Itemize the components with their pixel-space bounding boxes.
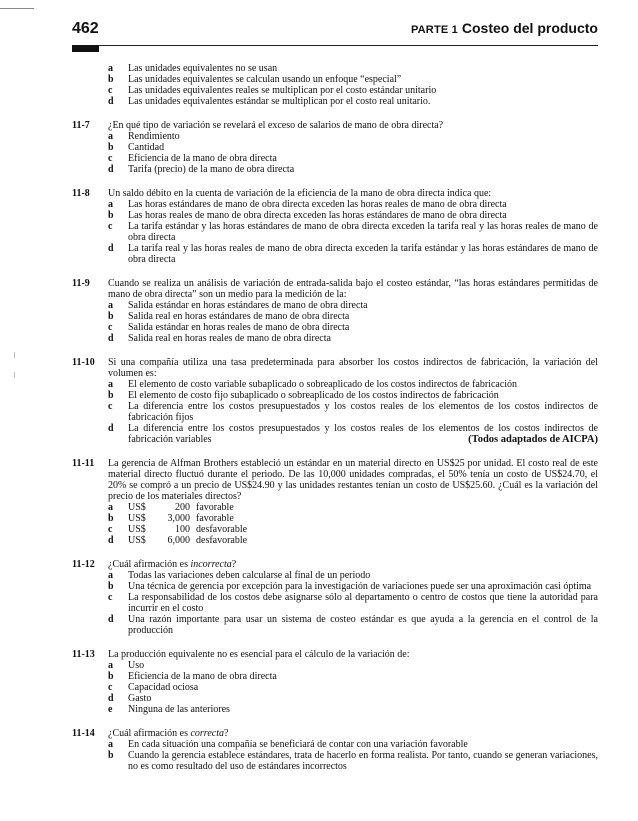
- option-text: Salida real en horas reales de mano de obra directa: [128, 333, 331, 344]
- option-letter: b: [108, 311, 114, 322]
- option-item: [108, 300, 598, 311]
- question-text: Un saldo débito en la cuenta de variación de la eficiencia de la mano de obra directa indica que:: [108, 188, 492, 199]
- header-rule-block: [72, 45, 99, 52]
- option-item: [108, 570, 598, 581]
- option-item: [108, 513, 598, 524]
- option-text: La tarifa real y las horas reales de mano de obra directa exceden la tarifa estándar y las horas estándares de mano de obra directa: [128, 243, 598, 265]
- option-text: Eficiencia de la mano de obra directa: [128, 671, 277, 682]
- option-text: El elemento de costo fijo subaplicado o sobreaplicado de los costos indirectos de fabricación: [128, 390, 499, 401]
- question-text-prefix: ¿Cuál afirmación es: [108, 559, 191, 570]
- part-label: PARTE 1: [410, 24, 458, 36]
- option-letter: a: [108, 660, 113, 671]
- option-letter: c: [108, 153, 113, 164]
- option-label: desfavorable: [196, 535, 248, 546]
- option-item: [108, 423, 598, 445]
- option-letter: c: [108, 592, 113, 603]
- option-amount: 100: [175, 524, 190, 535]
- option-item: [108, 592, 598, 614]
- option-item: [108, 524, 598, 535]
- page-header: [72, 20, 598, 42]
- option-list: [108, 502, 598, 546]
- question-number: 11-9: [72, 278, 90, 289]
- option-item: [108, 750, 598, 772]
- question-text-prefix: ¿Cuál afirmación es: [108, 728, 191, 739]
- option-letter: d: [108, 164, 114, 175]
- header-rule: [72, 45, 598, 46]
- option-letter: d: [108, 243, 114, 254]
- option-letter: b: [108, 74, 114, 85]
- option-item: [108, 333, 598, 344]
- question-11-8: [72, 188, 598, 265]
- question-number: 11-12: [72, 559, 95, 570]
- option-text: Salida real en horas estándares de mano de obra directa: [128, 311, 350, 322]
- question-text: [108, 559, 598, 570]
- option-item: [108, 243, 598, 265]
- option-letter: d: [108, 96, 114, 107]
- option-letter: d: [108, 333, 114, 344]
- option-letter: e: [108, 704, 113, 715]
- option-item: [108, 671, 598, 682]
- option-currency: US$: [128, 513, 146, 524]
- question-11-9: [72, 278, 598, 344]
- option-list: [108, 570, 598, 636]
- option-item: [108, 682, 598, 693]
- option-letter: a: [108, 379, 113, 390]
- question-number: 11-11: [72, 458, 95, 469]
- question-11-10: [72, 357, 598, 445]
- option-item: [108, 221, 598, 243]
- option-text: Las unidades equivalentes estándar se multiplican por el costo real unitario.: [128, 96, 431, 107]
- option-item: [108, 390, 598, 401]
- option-text: Salida estándar en horas estándares de mano de obra directa: [128, 300, 368, 311]
- option-text: [128, 423, 598, 445]
- option-letter: d: [108, 693, 114, 704]
- option-text: Rendimiento: [128, 131, 180, 142]
- question-number: 11-7: [72, 120, 90, 131]
- running-title: [411, 20, 598, 36]
- option-text: Las unidades equivalentes no se usan: [128, 63, 278, 74]
- option-text: Uso: [128, 660, 145, 671]
- option-item: [108, 401, 598, 423]
- option-amount: 3,000: [167, 513, 190, 524]
- question-11-14: [72, 728, 598, 772]
- option-text: Ninguna de las anteriores: [128, 704, 230, 715]
- option-item: [108, 74, 598, 85]
- option-letter: c: [108, 401, 113, 412]
- option-item: [108, 614, 598, 636]
- option-list: [108, 660, 598, 715]
- option-letter: b: [108, 142, 114, 153]
- option-currency: US$: [128, 535, 146, 546]
- option-list: [108, 379, 598, 445]
- option-text: Cantidad: [128, 142, 165, 153]
- option-letter: c: [108, 85, 113, 96]
- question-number: 11-13: [72, 649, 95, 660]
- corner-crop-mark: [0, 8, 34, 9]
- question-text-suffix: ?: [231, 559, 237, 570]
- section-title: Costeo del producto: [461, 20, 598, 36]
- option-list: [108, 131, 598, 175]
- option-item: [108, 85, 598, 96]
- question-continuation: [72, 63, 598, 107]
- option-text: En cada situación una compañía se beneficiará de contar con una variación favorable: [128, 739, 468, 750]
- question-text: [108, 728, 598, 739]
- option-letter: a: [108, 63, 113, 74]
- option-letter: a: [108, 300, 113, 311]
- page-content: [72, 63, 598, 772]
- option-list: [108, 739, 598, 772]
- option-currency: US$: [128, 502, 146, 513]
- option-item: [108, 199, 598, 210]
- option-item: [108, 660, 598, 671]
- option-letter: a: [108, 502, 113, 513]
- option-letter: a: [108, 570, 113, 581]
- question-11-13: [72, 649, 598, 715]
- source-attribution: (Todos adaptados de AICPA): [468, 434, 598, 445]
- question-number: 11-8: [72, 188, 90, 199]
- option-letter: b: [108, 750, 114, 761]
- option-item: [108, 142, 598, 153]
- option-text: La responsabilidad de los costos debe asignarse sólo al departamento o centro de costos que tiene la autoridad para incurrir en el costo: [128, 592, 598, 614]
- option-text: Una razón importante para usar un sistema de costeo estándar es que ayuda a la gerencia en el control de la producción: [128, 614, 598, 636]
- option-item: [108, 379, 598, 390]
- question-number: 11-10: [72, 357, 95, 368]
- question-text: La producción equivalente no es esencial para el cálculo de la variación de:: [108, 649, 410, 660]
- question-11-12: [72, 559, 598, 636]
- option-amount: 6,000: [167, 535, 190, 546]
- option-list: [108, 300, 598, 344]
- option-amount: 200: [175, 502, 190, 513]
- option-letter: d: [108, 614, 114, 625]
- option-text-body: La diferencia entre los costos presupuestados y los costos reales de los elementos de los costos indirectos de fabricación variables: [128, 423, 598, 445]
- option-text: Salida estándar en horas reales de mano de obra directa: [128, 322, 350, 333]
- option-text: Capacidad ociosa: [128, 682, 199, 693]
- option-letter: b: [108, 390, 114, 401]
- question-text: La gerencia de Alfman Brothers estableció un estándar en un material directo en US$25 por unidad. El costo real de este material directo fluctuó durante el periodo. De las 10,000 unidades compradas, el 50% tenía un costo de US$24.70, el 20% se compró a un precio de US$24.90 y las unidades restantes tenían un costo de US$25.60. ¿Cuál es la variación del precio de los materiales directos?: [108, 458, 598, 502]
- option-item: [108, 153, 598, 164]
- option-text: Eficiencia de la mano de obra directa: [128, 153, 277, 164]
- option-text: Cuando la gerencia establece estándares, trata de hacerlo en forma realista. Por tanto, cuando se generan variaciones, no es como resultado del uso de estándares incorrectos: [128, 750, 598, 772]
- option-label: desfavorable: [196, 524, 248, 535]
- option-text: Una técnica de gerencia por excepción para la investigación de variaciones puede ser una aproximación casi óptima: [128, 581, 592, 592]
- option-text: La tarifa estándar y las horas estándares de mano de obra directa exceden la tarifa real y las horas reales de mano de obra directa: [128, 221, 598, 243]
- question-text-emphasis: incorrecta: [190, 559, 232, 570]
- option-item: [108, 210, 598, 221]
- option-item: [108, 693, 598, 704]
- option-letter: d: [108, 423, 114, 434]
- option-text: Las unidades equivalentes se calculan usando un enfoque “especial”: [128, 74, 402, 85]
- option-text: Las unidades equivalentes reales se multiplican por el costo estándar unitario: [128, 85, 437, 96]
- question-text-emphasis: correcta: [190, 728, 224, 739]
- option-item: [108, 131, 598, 142]
- option-letter: a: [108, 739, 113, 750]
- option-label: favorable: [196, 513, 234, 524]
- option-item: [108, 581, 598, 592]
- option-item: [108, 322, 598, 333]
- option-text: Todas las variaciones deben calcularse al final de un periodo: [128, 570, 371, 581]
- option-list: [108, 199, 598, 265]
- option-item: [108, 502, 598, 513]
- option-letter: b: [108, 210, 114, 221]
- question-number: 11-14: [72, 728, 95, 739]
- option-text: El elemento de costo variable subaplicado o sobreaplicado de los costos indirectos de fabricación: [128, 379, 518, 390]
- option-list: [108, 63, 598, 107]
- question-text-suffix: ?: [223, 728, 229, 739]
- option-item: [108, 311, 598, 322]
- margin-mark: [14, 352, 15, 358]
- option-text: La diferencia entre los costos presupuestados y los costos reales de los elementos de los costos indirectos de fabricación fijos: [128, 401, 598, 423]
- question-11-7: [72, 120, 598, 175]
- question-text: Cuando se realiza un análisis de variación de entrada-salida bajo el costeo estándar, “las horas estándares permitidas de mano de obra directa” son un medio para la medición de la:: [108, 278, 598, 300]
- option-item: [108, 63, 598, 74]
- option-text: Las horas reales de mano de obra directa exceden las horas estándares de mano de obra directa: [128, 210, 507, 221]
- option-letter: c: [108, 221, 113, 232]
- question-number: [72, 63, 108, 107]
- option-letter: c: [108, 682, 113, 693]
- option-label: favorable: [196, 502, 234, 513]
- option-text: Tarifa (precio) de la mano de obra directa: [128, 164, 295, 175]
- margin-mark: [14, 372, 15, 378]
- option-letter: a: [108, 131, 113, 142]
- option-letter: a: [108, 199, 113, 210]
- option-currency: US$: [128, 524, 146, 535]
- question-text: ¿En qué tipo de variación se revelará el exceso de salarios de mano de obra directa?: [108, 120, 444, 131]
- option-item: [108, 535, 598, 546]
- option-letter: b: [108, 581, 114, 592]
- option-text: Las horas estándares de mano de obra directa exceden las horas reales de mano de obra directa: [128, 199, 507, 210]
- option-letter: b: [108, 671, 114, 682]
- option-item: [108, 739, 598, 750]
- option-item: [108, 704, 598, 715]
- option-text: Gasto: [128, 693, 152, 704]
- option-item: [108, 96, 598, 107]
- question-11-11: [72, 458, 598, 546]
- page-number: 462: [72, 20, 99, 37]
- option-item: [108, 164, 598, 175]
- question-text: Si una compañía utiliza una tasa predeterminada para absorber los costos indirectos de fabricación, la variación del volumen es:: [108, 357, 598, 379]
- option-letter: c: [108, 322, 113, 333]
- option-letter: b: [108, 513, 114, 524]
- option-letter: c: [108, 524, 113, 535]
- option-letter: d: [108, 535, 114, 546]
